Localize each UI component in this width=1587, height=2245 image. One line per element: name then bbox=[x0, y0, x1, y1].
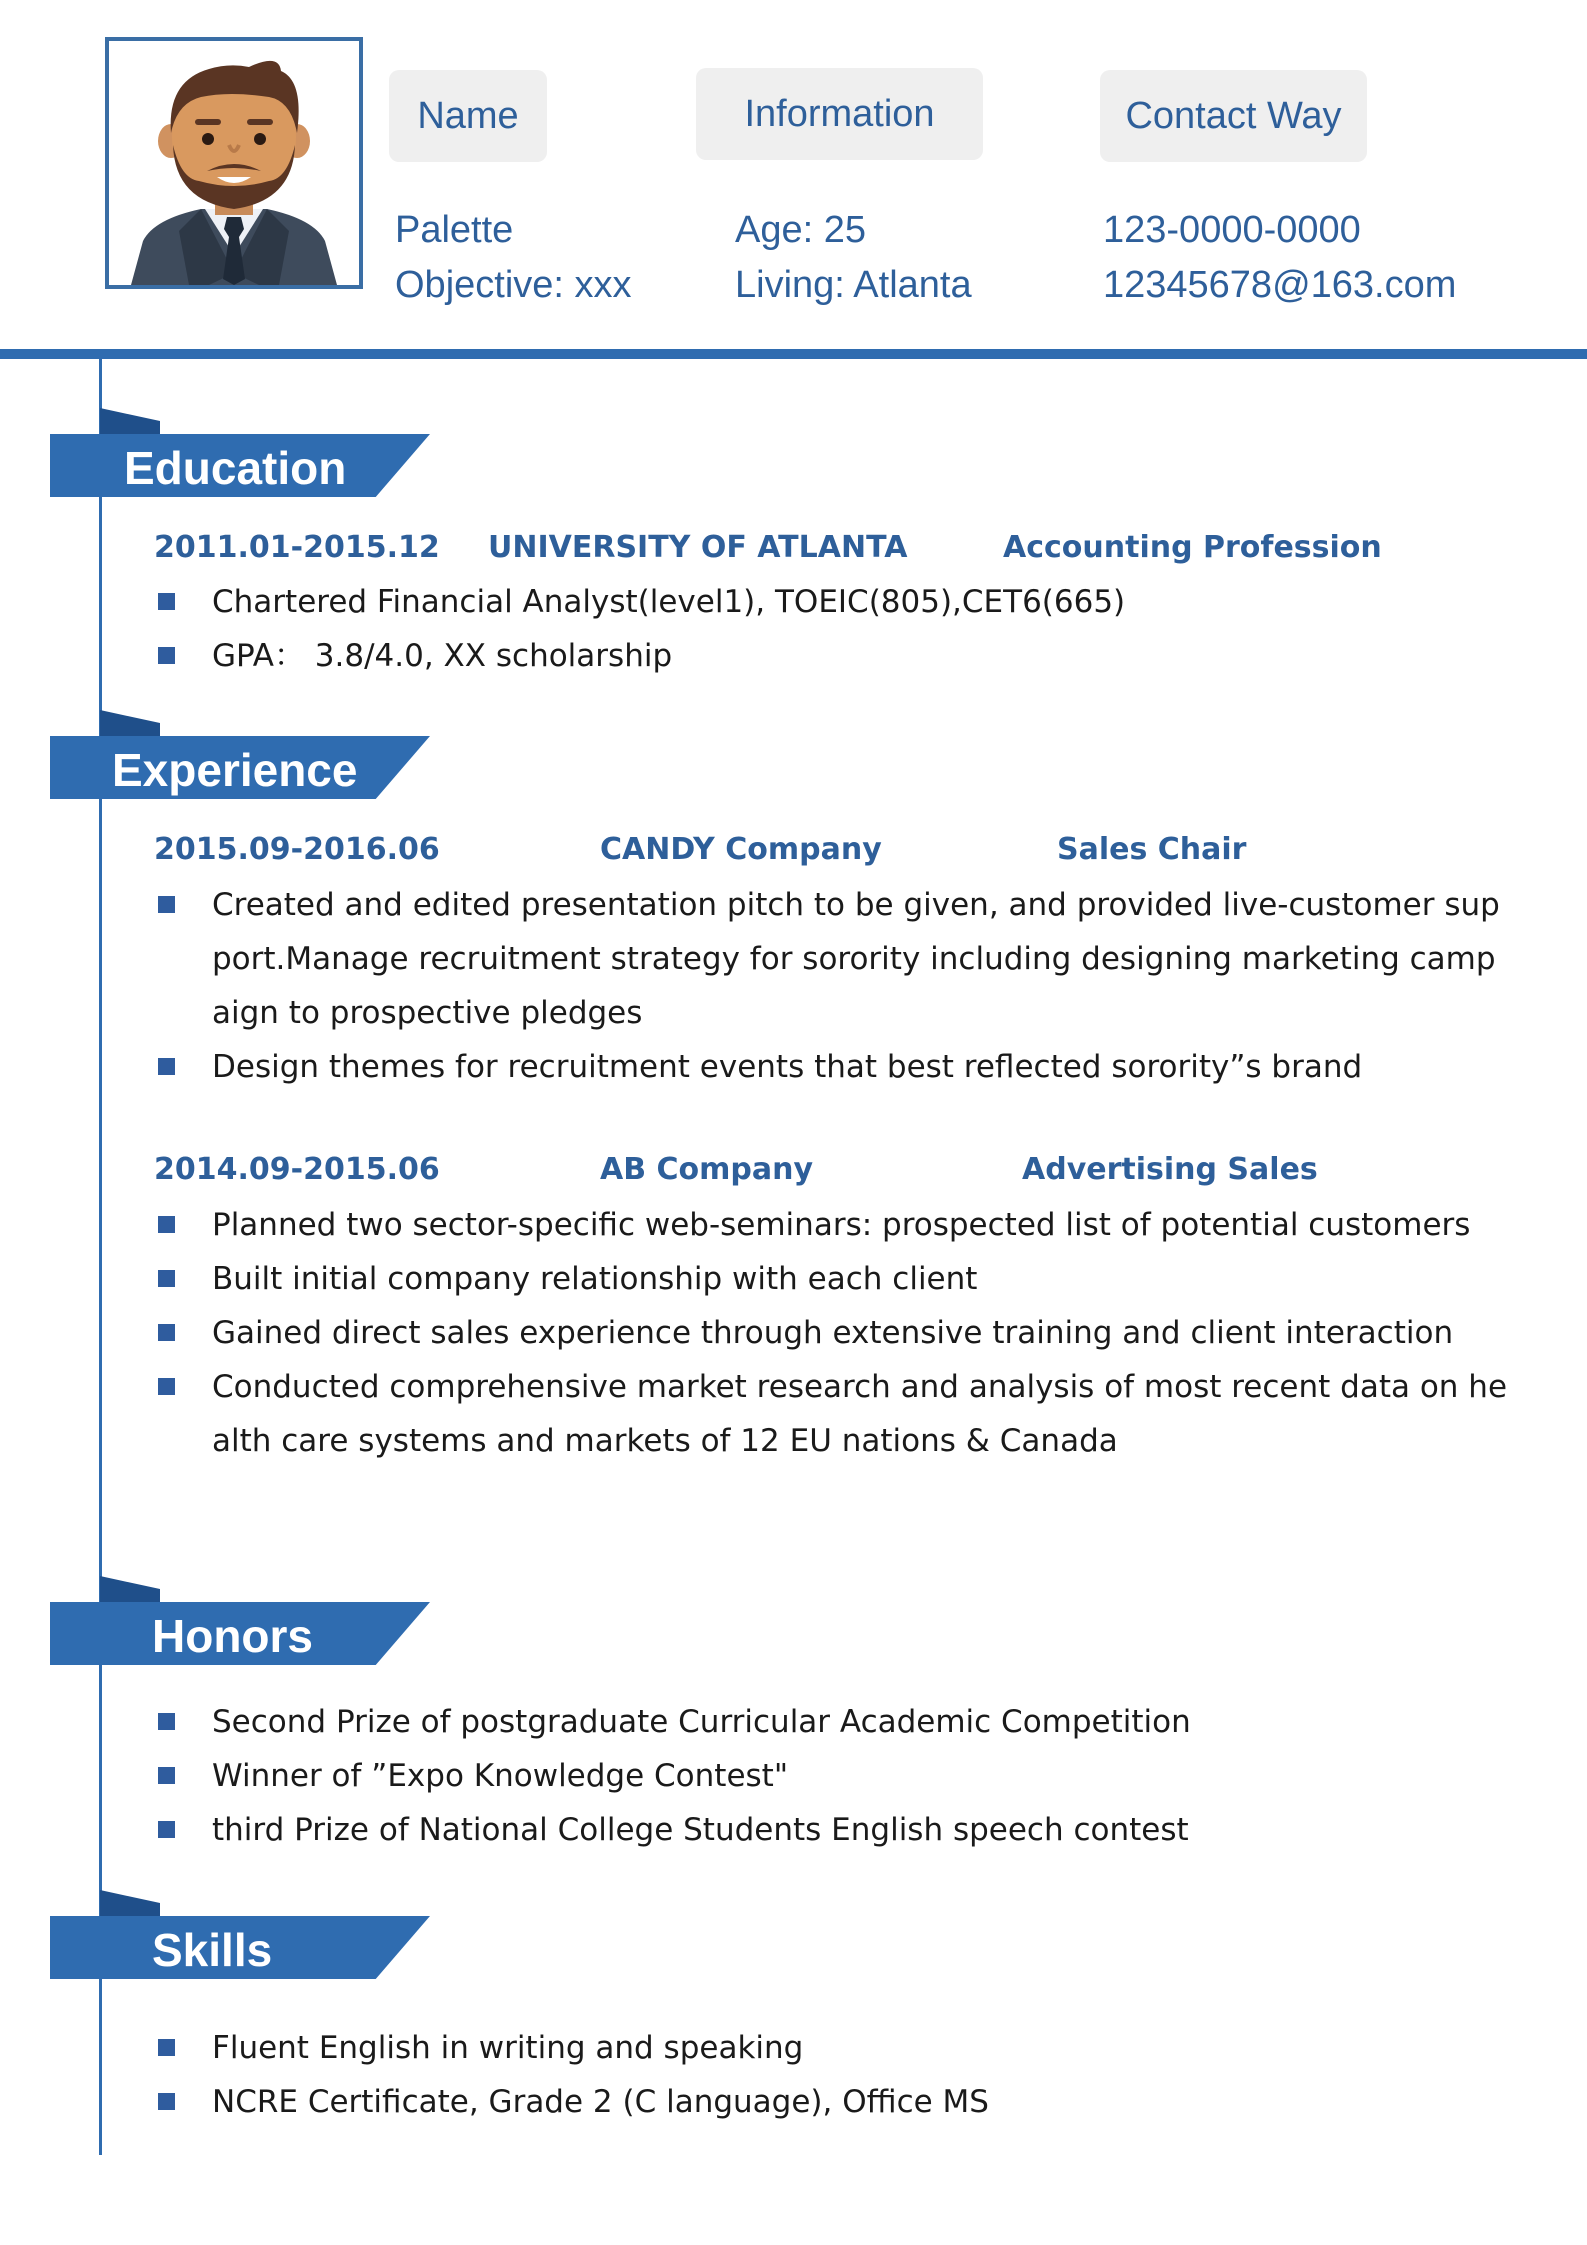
contact-way-heading: Contact Way bbox=[1100, 70, 1367, 162]
list-item: Gained direct sales experience through extensive training and client interaction bbox=[155, 1306, 1475, 1360]
list-item: Design themes for recruitment events that best reflected sorority”s brand bbox=[155, 1040, 1475, 1094]
list-item: NCRE Certificate, Grade 2 (C language), Office MS bbox=[155, 2075, 1475, 2129]
honors-bullets bbox=[155, 1695, 1475, 1857]
section-ribbon-education bbox=[50, 405, 430, 497]
section-ribbon-experience bbox=[50, 707, 430, 799]
section-title-education: Education bbox=[124, 442, 347, 494]
experience-bullets-1 bbox=[155, 878, 1500, 1094]
list-item: Fluent English in writing and speaking bbox=[155, 2021, 1475, 2075]
experience-entry-header bbox=[154, 1152, 1414, 1192]
entry-date: 2015.09-2016.06 bbox=[154, 832, 440, 867]
section-title-skills: Skills bbox=[152, 1924, 273, 1976]
bullet-square-icon bbox=[158, 2093, 175, 2110]
bullet-square-icon bbox=[158, 1767, 175, 1784]
timeline-line bbox=[99, 359, 102, 2155]
entry-role: Sales Chair bbox=[1057, 832, 1247, 867]
list-item: Created and edited presentation pitch to be given, and provided live-customer sup bbox=[155, 878, 1475, 932]
bullet-square-icon bbox=[158, 896, 175, 913]
entry-organization: CANDY Company bbox=[600, 832, 882, 867]
phone-number: 123-0000-0000 bbox=[1103, 209, 1361, 251]
experience-entry-header bbox=[154, 832, 1414, 872]
bullet-square-icon bbox=[158, 1270, 175, 1287]
bullet-square-icon bbox=[158, 1058, 175, 1075]
header-divider bbox=[0, 349, 1587, 359]
list-item-continuation: port.Manage recruitment strategy for sorority including designing marketing camp bbox=[212, 941, 1496, 977]
list-item-continuation: alth care systems and markets of 12 EU nations & Canada bbox=[212, 1423, 1118, 1459]
objective-text: Objective: xxx bbox=[395, 264, 632, 306]
bullet-square-icon bbox=[158, 1216, 175, 1233]
bullet-square-icon bbox=[158, 2039, 175, 2056]
section-title-honors: Honors bbox=[152, 1610, 313, 1662]
profile-photo bbox=[105, 37, 363, 289]
bullet-square-icon bbox=[158, 1378, 175, 1395]
name-heading: Name bbox=[389, 70, 547, 162]
entry-date: 2011.01-2015.12 bbox=[154, 530, 440, 565]
email-address: 12345678@163.com bbox=[1103, 264, 1457, 306]
entry-date: 2014.09-2015.06 bbox=[154, 1152, 440, 1187]
entry-role: Advertising Sales bbox=[1022, 1152, 1318, 1187]
list-item-continuation: aign to prospective pledges bbox=[212, 995, 643, 1031]
experience-bullets-2 bbox=[155, 1198, 1508, 1468]
list-item: GPA： 3.8/4.0, XX scholarship bbox=[155, 629, 1475, 683]
entry-organization: AB Company bbox=[600, 1152, 814, 1187]
skills-bullets bbox=[155, 2021, 1475, 2129]
list-item: Chartered Financial Analyst(level1), TOEIC(805),CET6(665) bbox=[155, 575, 1475, 629]
living-text: Living: Atlanta bbox=[735, 264, 972, 306]
bullet-square-icon bbox=[158, 647, 175, 664]
businessman-avatar-icon bbox=[109, 41, 359, 285]
list-item: Second Prize of postgraduate Curricular Academic Competition bbox=[155, 1695, 1475, 1749]
section-ribbon-skills bbox=[50, 1887, 430, 1979]
education-bullets bbox=[155, 575, 1475, 683]
education-entry-header bbox=[154, 530, 1414, 570]
entry-organization: UNIVERSITY OF ATLANTA bbox=[488, 530, 908, 565]
bullet-square-icon bbox=[158, 1324, 175, 1341]
bullet-square-icon bbox=[158, 1713, 175, 1730]
section-ribbon-honors bbox=[50, 1573, 430, 1665]
entry-role: Accounting Profession bbox=[1003, 530, 1382, 565]
list-item: third Prize of National College Students English speech contest bbox=[155, 1803, 1475, 1857]
age-text: Age: 25 bbox=[735, 209, 866, 251]
bullet-square-icon bbox=[158, 593, 175, 610]
list-item: Winner of ”Expo Knowledge Contest" bbox=[155, 1749, 1475, 1803]
list-item: Built initial company relationship with each client bbox=[155, 1252, 1475, 1306]
list-item: Planned two sector-specific web-seminars: prospected list of potential customers bbox=[155, 1198, 1475, 1252]
bullet-square-icon bbox=[158, 1821, 175, 1838]
candidate-name: Palette bbox=[395, 209, 514, 251]
list-item: Conducted comprehensive market research and analysis of most recent data on he bbox=[155, 1360, 1475, 1414]
section-title-experience: Experience bbox=[112, 744, 358, 796]
information-heading: Information bbox=[696, 68, 983, 160]
